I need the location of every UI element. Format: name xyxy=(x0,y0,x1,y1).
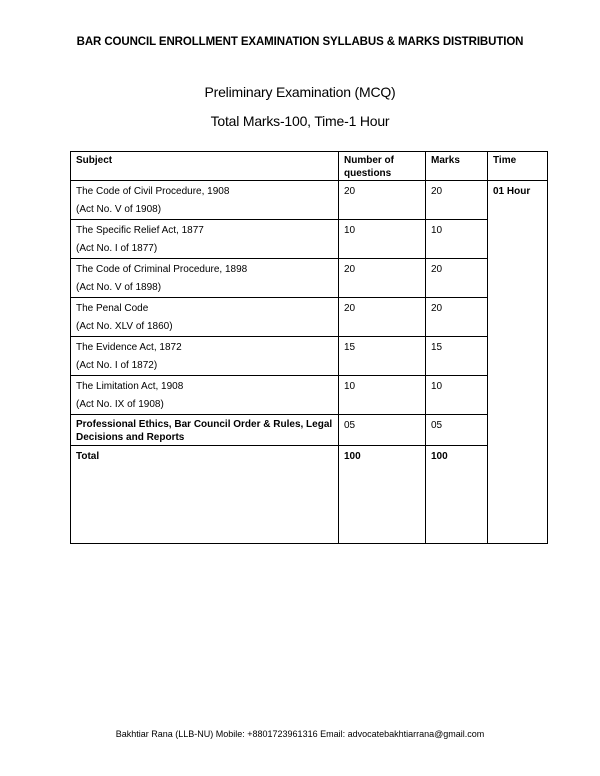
exam-name: Preliminary Examination (MCQ) xyxy=(204,84,396,100)
questions-cell: 05 xyxy=(339,415,426,446)
questions-cell: 15 xyxy=(339,337,426,376)
marks-cell: 05 xyxy=(426,415,488,446)
subject-act: (Act No. I of 1872) xyxy=(76,360,158,371)
subject-name: The Evidence Act, 1872 xyxy=(76,342,182,353)
document-title: BAR COUNCIL ENROLLMENT EXAMINATION SYLLABUS & MARKS DISTRIBUTION xyxy=(76,36,524,48)
marks-cell: 15 xyxy=(426,337,488,376)
table-row xyxy=(71,376,548,415)
subject-name: The Penal Code xyxy=(76,303,149,314)
total-questions: 100 xyxy=(339,446,426,544)
questions-cell: 20 xyxy=(339,181,426,220)
header-questions: Number of questions xyxy=(339,152,426,181)
subject-act: (Act No. I of 1877) xyxy=(76,243,158,254)
subject-cell xyxy=(71,376,339,415)
subject-cell xyxy=(71,415,339,446)
marks-cell: 20 xyxy=(426,259,488,298)
total-marks: 100 xyxy=(426,446,488,544)
marks-time: Total Marks-100, Time-1 Hour xyxy=(210,113,390,129)
subject-act: (Act No. V of 1908) xyxy=(76,204,162,215)
marks-cell: 20 xyxy=(426,181,488,220)
subject-name: The Specific Relief Act, 1877 xyxy=(76,225,204,236)
table-row xyxy=(71,220,548,259)
subject-cell xyxy=(71,259,339,298)
total-row xyxy=(71,446,548,544)
footer-contact: Bakhtiar Rana (LLB-NU) Mobile: +8801723961316 Email: advocatebakhtiarrana@gmail.com xyxy=(115,729,485,739)
header-time: Time xyxy=(488,152,548,181)
questions-cell: 20 xyxy=(339,298,426,337)
subject-act: (Act No. XLV of 1860) xyxy=(76,321,173,332)
marks-cell: 10 xyxy=(426,220,488,259)
subject-cell xyxy=(71,337,339,376)
subject-name: Professional Ethics, Bar Council Order & Rules, Legal Decisions and Reports xyxy=(76,419,333,443)
subject-name: The Code of Civil Procedure, 1908 xyxy=(76,186,230,197)
time-cell: 01 Hour xyxy=(488,181,548,544)
subject-cell xyxy=(71,298,339,337)
table-row xyxy=(71,415,548,446)
header-marks: Marks xyxy=(426,152,488,181)
table-row xyxy=(71,337,548,376)
marks-cell: 20 xyxy=(426,298,488,337)
header-subject: Subject xyxy=(71,152,339,181)
subject-name: The Limitation Act, 1908 xyxy=(76,381,184,392)
subject-name: The Code of Criminal Procedure, 1898 xyxy=(76,264,248,275)
questions-cell: 10 xyxy=(339,220,426,259)
total-label: Total xyxy=(71,446,339,544)
questions-cell: 10 xyxy=(339,376,426,415)
marks-cell: 10 xyxy=(426,376,488,415)
syllabus-table xyxy=(70,151,548,544)
table-row xyxy=(71,298,548,337)
subject-act: (Act No. V of 1898) xyxy=(76,282,162,293)
subject-cell xyxy=(71,220,339,259)
table-row xyxy=(71,259,548,298)
subject-cell xyxy=(71,181,339,220)
questions-cell: 20 xyxy=(339,259,426,298)
subject-act: (Act No. IX of 1908) xyxy=(76,399,164,410)
table-header-row xyxy=(71,152,548,181)
table-row xyxy=(71,181,548,220)
